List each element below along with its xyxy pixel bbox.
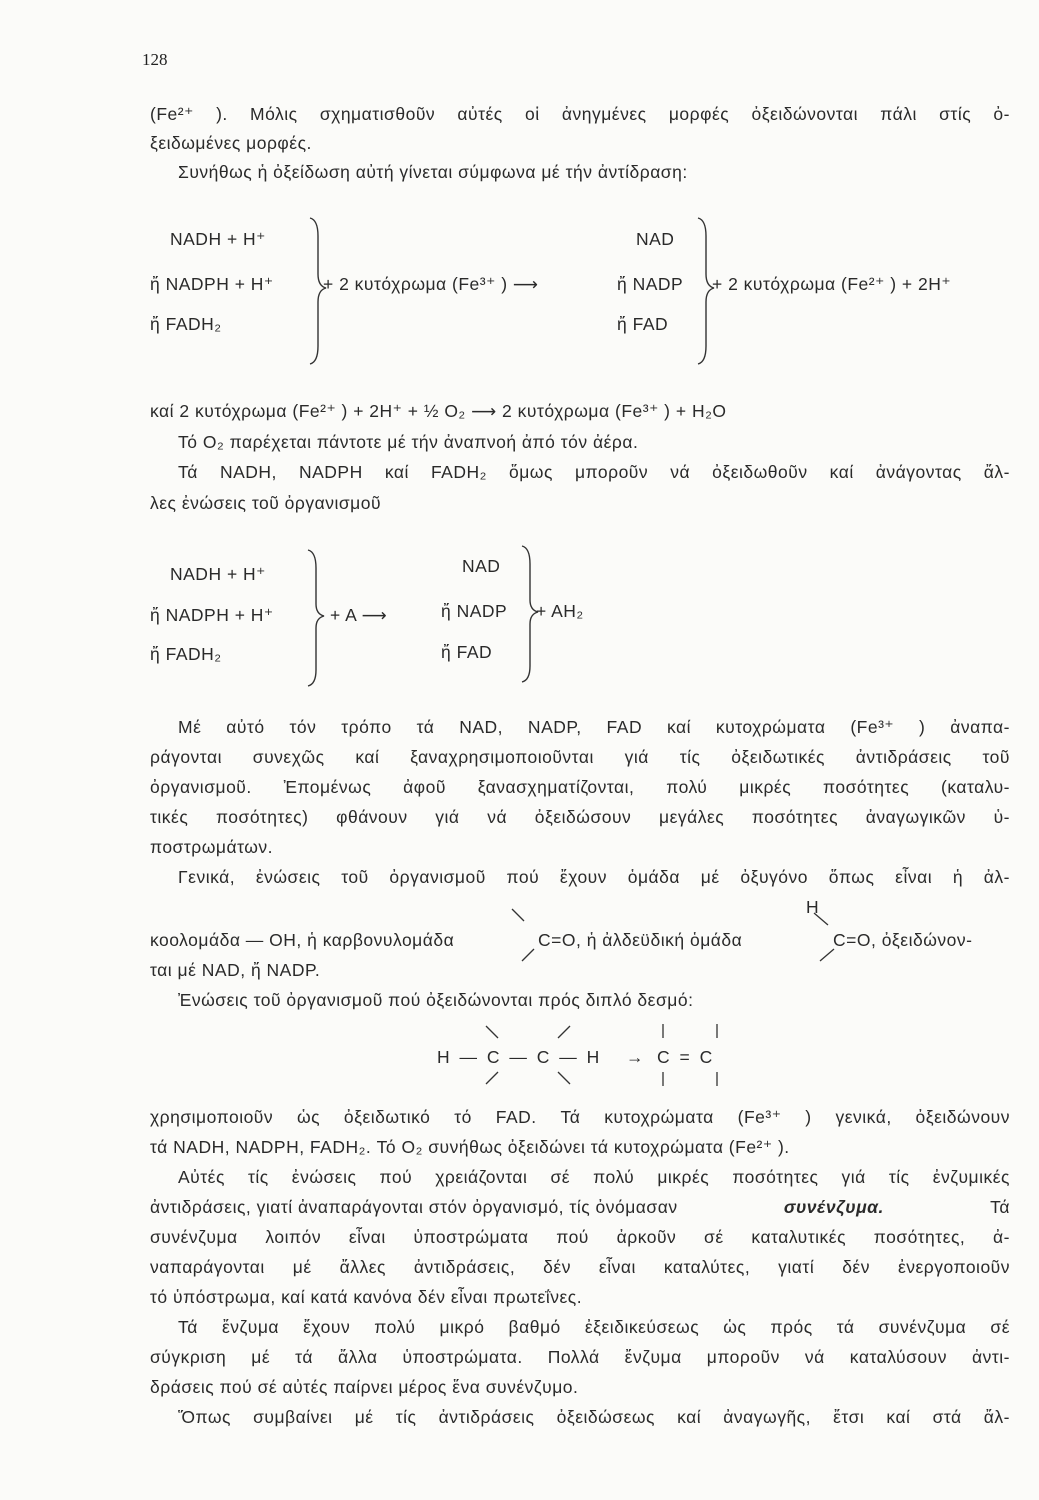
reaction-1-products: + 2 κυτόχρωμα (Fe²⁺ ) + 2H⁺ — [712, 274, 952, 294]
text-line: ποστρωμάτων. — [150, 837, 274, 857]
text-line: λες ἐνώσεις τοῦ ὀργανισμοῦ — [150, 493, 382, 513]
text-line: Ὅπως συμβαίνει μέ τίς ἀντιδράσεις ὀξειδώσεως καί ἀναγωγῆς, ἔτσι καί στά ἄλ- — [178, 1407, 1010, 1427]
aldehyde-group: C=O, ὀξειδώνον- — [833, 930, 973, 950]
text-line: ξειδωμένες μορφές. — [150, 133, 312, 153]
aldehyde-h-label: H — [806, 897, 820, 917]
text-line: κοολομάδα — OH, ἡ καρβονυλομάδα — [150, 930, 455, 950]
text-span: Τά — [990, 1197, 1010, 1217]
text-line: ναπαράγονται μέ ἄλλες ἀντιδράσεις, δέν εἶναι καταλύτες, γιατί δέν ἐνεργοποιοῦν — [150, 1257, 1010, 1277]
reactant-fadh2: ἤ FADH₂ — [150, 644, 222, 664]
unsaturated-formula: C = C — [657, 1047, 713, 1067]
reactant-nadh: NADH + H⁺ — [170, 229, 266, 249]
text-line: συνένζυμα λοιπόν εἶναι ὑποστρώματα πού ἀρκοῦν σέ καταλυτικές ποσότητες, ἀ- — [150, 1227, 1010, 1247]
product-nad: NAD — [636, 229, 675, 249]
reactant-fadh2: ἤ FADH₂ — [150, 314, 222, 334]
carbonyl-group: C=O, ἡ ἀλδεϋδική ὁμάδα — [538, 930, 743, 950]
text-line: τικές ποσότητες) φθάνουν γιά νά ὀξειδώσουν μεγάλες ποσότητες ἀναγωγικῶν ὑ- — [150, 807, 1010, 827]
text-line — [150, 1196, 1010, 1218]
text-line: Ἐνώσεις τοῦ ὀργανισμοῦ πού ὀξειδώνονται πρός διπλό δεσμό: — [178, 990, 694, 1010]
reactant-nadph: ἤ NADPH + H⁺ — [150, 274, 274, 294]
product-nadp: ἤ NADP — [617, 274, 684, 294]
text-line: Τά ἔνζυμα ἔχουν πολύ μικρό βαθμό ἐξειδικεύσεως ὡς πρός τά συνένζυμα σέ — [178, 1317, 1010, 1337]
text-line: τά NADH, NADPH, FADH₂. Τό O₂ συνήθως ὀξειδώνει τά κυτοχρώματα (Fe²⁺ ). — [150, 1137, 790, 1157]
product-fad: ἤ FAD — [441, 642, 493, 662]
text-line: (Fe²⁺ ). Μόλις σχηματισθοῦν αὐτές οἱ ἀνηγμένες μορφές ὀξειδώνονται πάλι στίς ὀ- — [150, 104, 1010, 124]
text-line: Τά NADH, NADPH καί FADH₂ ὅμως μποροῦν νά ὀξειδωθοῦν καί ἀνάγοντας ἄλ- — [178, 462, 1010, 482]
text-line: Αὐτές τίς ἐνώσεις πού χρειάζονται σέ πολύ μικρές ποσότητες γιά τίς ἐνζυμικές — [178, 1167, 1010, 1187]
text-line: δράσεις πού σέ αὐτές παίρνει μέρος ἕνα συνένζυμο. — [150, 1377, 579, 1397]
text-span: ἀντιδράσεις, γιατί ἀναπαράγονται στόν ὀργανισμό, τίς ὀνόμασαν — [150, 1197, 678, 1217]
product-fad: ἤ FAD — [617, 314, 669, 334]
text-line: ράγονται συνεχῶς καί ξαναχρησιμοποιοῦνται γιά τίς ὀξειδωτικές ἀντιδράσεις τοῦ — [150, 747, 1010, 767]
text-line: Μέ αὐτό τόν τρόπο τά NAD, NADP, FAD καί κυτοχρώματα (Fe³⁺ ) ἀναπα- — [178, 717, 1010, 737]
reactant-nadph: ἤ NADPH + H⁺ — [150, 605, 274, 625]
text-line: χρησιμοποιοῦν ὡς ὀξειδωτικό τό FAD. Τά κυτοχρώματα (Fe³⁺ ) γενικά, ὀξειδώνουν — [150, 1107, 1010, 1127]
reaction-2: καί 2 κυτόχρωμα (Fe²⁺ ) + 2H⁺ + ½ O₂ ⟶ 2 κυτόχρωμα (Fe³⁺ ) + H₂O — [150, 401, 727, 421]
text-line: ται μέ NAD, ἤ NADP. — [150, 960, 321, 980]
text-line: τό ὑπόστρωμα, καί κατά κανόνα δέν εἶναι πρωτεΐνες. — [150, 1287, 583, 1307]
text-line: Συνήθως ἡ ὀξείδωση αὐτή γίνεται σύμφωνα μέ τήν ἀντίδραση: — [178, 162, 688, 182]
text-line: σύγκριση μέ τά ἄλλα ὑποστρώματα. Πολλά ἔνζυμα μποροῦν νά καταλύσουν ἀντι- — [150, 1347, 1010, 1367]
right-brace-icon — [306, 548, 328, 688]
reaction-3-middle: + A ⟶ — [330, 605, 388, 625]
product-nad: NAD — [462, 556, 501, 576]
text-line: ὀργανισμοῦ. Ἐπομένως ἀφοῦ ξανασχηματίζονται, πολύ μικρές ποσότητες (καταλυ- — [150, 777, 1010, 797]
arrow-icon: → — [626, 1047, 644, 1067]
page-number: 128 — [142, 50, 168, 69]
saturated-formula: H — C — C — H — [437, 1047, 600, 1067]
reaction-1-middle: + 2 κυτόχρωμα (Fe³⁺ ) ⟶ — [323, 274, 539, 294]
text-line: Γενικά, ἐνώσεις τοῦ ὀργανισμοῦ πού ἔχουν ὁμάδα μέ ὀξυγόνο ὅπως εἶναι ἡ ἀλ- — [178, 867, 1010, 887]
text-line: Τό O₂ παρέχεται πάντοτε μέ τήν ἀναπνοή ἀπό τόν ἀέρα. — [178, 432, 639, 452]
product-nadp: ἤ NADP — [441, 601, 508, 621]
reactant-nadh: NADH + H⁺ — [170, 564, 266, 584]
reaction-3-products: + AH₂ — [536, 601, 584, 621]
coenzyme-term: συνένζυμα. — [783, 1197, 884, 1217]
